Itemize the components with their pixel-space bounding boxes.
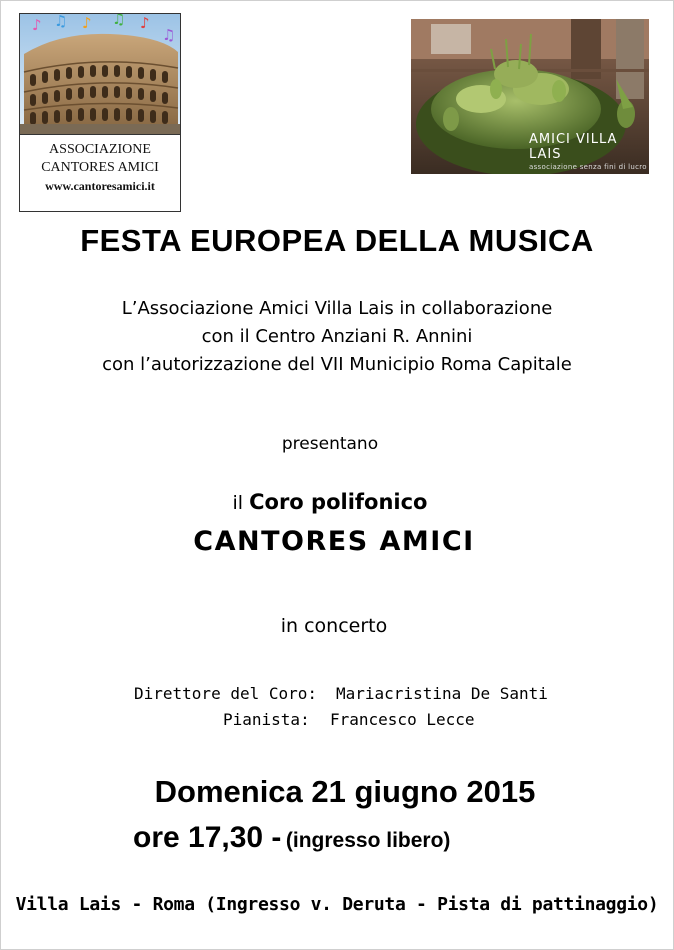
presentano-text: presentano	[281, 434, 379, 454]
pianist-label: Pianista:	[223, 710, 310, 729]
concerto-text: in concerto	[280, 615, 388, 637]
event-date: Domenica 21 giugno 2015	[154, 774, 536, 809]
director-label: Direttore del Coro:	[134, 684, 318, 703]
svg-text:♪: ♪	[140, 14, 150, 32]
intro-text	[0, 295, 674, 379]
event-time-note: (ingresso libero)	[285, 829, 451, 852]
photo-caption-title: AMICI VILLA LAIS	[529, 132, 618, 162]
association-logo	[19, 13, 181, 212]
photo-caption-subtitle: associazione senza fini di lucro	[529, 163, 647, 171]
choir-prefix: il	[232, 492, 244, 514]
intro-line-1: L’Associazione Amici Villa Lais in collaborazione	[121, 298, 553, 319]
villa-lais-photo	[411, 19, 649, 174]
svg-text:♫: ♫	[162, 26, 176, 44]
event-time-main: ore 17,30 -	[133, 821, 282, 854]
logo-line-2: CANTORES AMICI	[41, 160, 159, 175]
event-location: Villa Lais - Roma (Ingresso v. Deruta - Pista di pattinaggio)	[15, 894, 659, 915]
svg-text:♫: ♫	[54, 14, 68, 30]
svg-text:♪: ♪	[82, 14, 92, 32]
svg-text:♫: ♫	[112, 14, 126, 28]
logo-website: www.cantoresamici.it	[45, 179, 155, 193]
event-time	[133, 821, 450, 855]
logo-line-1: ASSOCIAZIONE	[49, 142, 151, 157]
pianist-name: Francesco Lecce	[330, 710, 475, 729]
choir-name: CANTORES AMICI	[193, 526, 475, 557]
director-name: Mariacristina De Santi	[336, 684, 548, 703]
svg-text:♪: ♪	[32, 16, 42, 34]
intro-line-3: con l’autorizzazione del VII Municipio Roma Capitale	[102, 354, 572, 375]
page-title: FESTA EUROPEA DELLA MUSICA	[80, 223, 594, 258]
choir-type: Coro polifonico	[249, 490, 428, 514]
intro-line-2: con il Centro Anziani R. Annini	[201, 326, 473, 347]
colosseum-image	[20, 14, 180, 135]
choir-description	[0, 490, 660, 514]
